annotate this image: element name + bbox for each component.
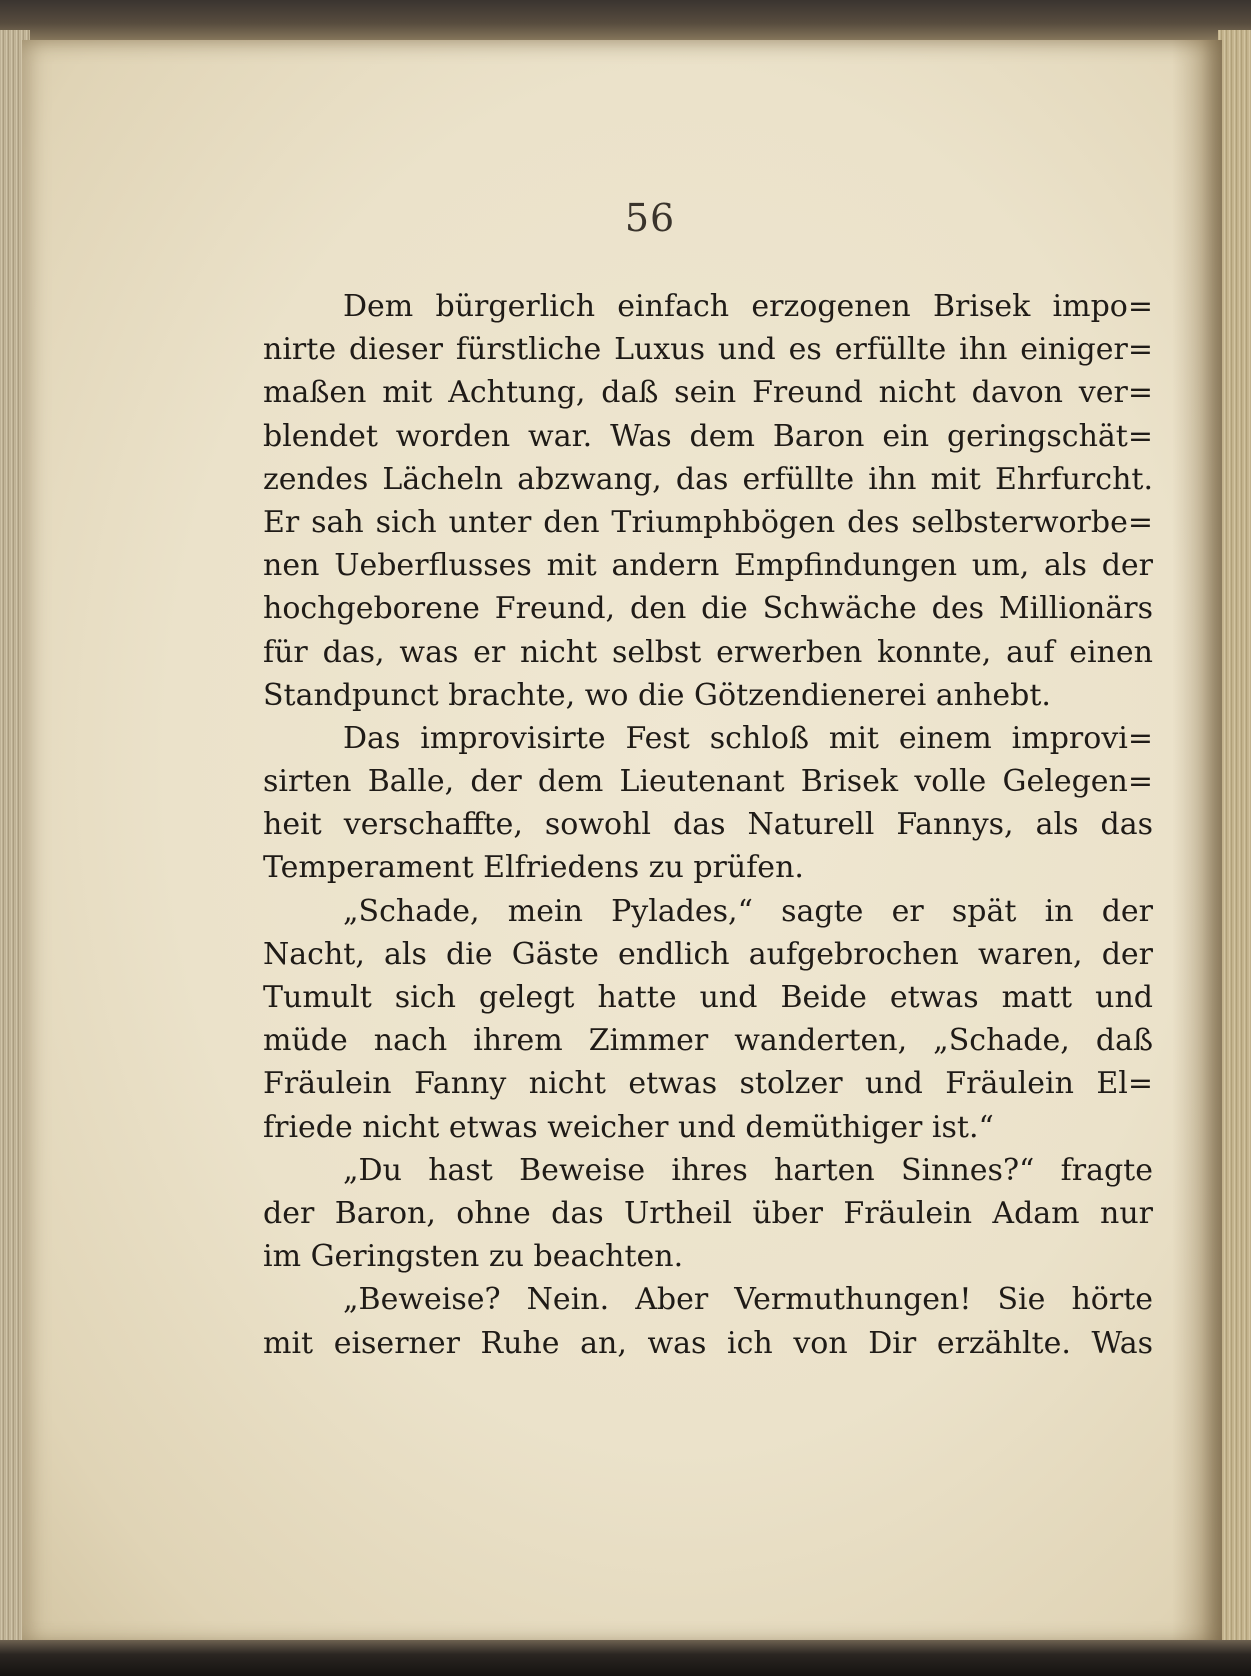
right-page-edges — [1218, 30, 1251, 1645]
text-line: müde nach ihrem Zimmer wanderten, „Schade, daß — [263, 1023, 1153, 1059]
text-line: für das, was er nicht selbst erwerben konnte, auf einen — [263, 634, 1153, 670]
text-line: Dem bürgerlich einfach erzogenen Brisek impo= — [343, 289, 1153, 324]
text-line: nen Ueberflusses mit andern Empfindungen um, als der — [263, 548, 1153, 584]
text-line: friede nicht etwas weicher und demüthiger ist.“ — [263, 1109, 994, 1145]
page-number: 56 — [624, 196, 676, 240]
body-text — [263, 285, 1153, 1365]
text-line: Standpunct brachte, wo die Götzendienerei anhebt. — [263, 677, 1051, 713]
book-top-edge — [0, 0, 1251, 42]
text-line: Nacht, als die Gäste endlich aufgebrochen waren, der — [263, 936, 1153, 972]
text-line: heit verschaffte, sowohl das Naturell Fannys, als das — [263, 807, 1153, 843]
text-line: Tumult sich gelegt hatte und Beide etwas matt und — [263, 980, 1153, 1015]
text-line: Temperament Elfriedens zu prüfen. — [263, 850, 804, 886]
book-bottom-edge — [0, 1640, 1251, 1676]
text-line: Fräulein Fanny nicht etwas stolzer und Fräulein El= — [263, 1066, 1153, 1102]
text-line: hochgeborene Freund, den die Schwäche des Millionärs — [263, 591, 1153, 627]
text-line: „Du hast Beweise ihres harten Sinnes?“ fragte — [343, 1152, 1153, 1188]
text-line: nirte dieser fürstliche Luxus und es erfüllte ihn einiger= — [263, 332, 1153, 368]
text-line: Er sah sich unter den Triumphbögen des selbsterworbe= — [263, 504, 1153, 540]
text-line: „Beweise? Nein. Aber Vermuthungen! Sie hörte — [343, 1282, 1153, 1318]
text-line: sirten Balle, der dem Lieutenant Brisek volle Gelegen= — [263, 764, 1153, 800]
text-line: zendes Lächeln abzwang, das erfüllte ihn mit Ehrfurcht. — [263, 461, 1153, 497]
text-line: der Baron, ohne das Urtheil über Fräulein Adam nur — [263, 1195, 1153, 1231]
text-line: maßen mit Achtung, daß sein Freund nicht davon ver= — [263, 375, 1153, 411]
text-line: mit eiserner Ruhe an, was ich von Dir erzählte. Was — [263, 1325, 1153, 1361]
text-line: „Schade, mein Pylades,“ sagte er spät in der — [343, 893, 1153, 929]
text-line: im Geringsten zu beachten. — [263, 1239, 684, 1275]
text-line: blendet worden war. Was dem Baron ein geringschät= — [263, 418, 1153, 454]
text-line: Das improvisirte Fest schloß mit einem improvi= — [343, 720, 1153, 756]
gutter-shadow — [1172, 40, 1222, 1645]
